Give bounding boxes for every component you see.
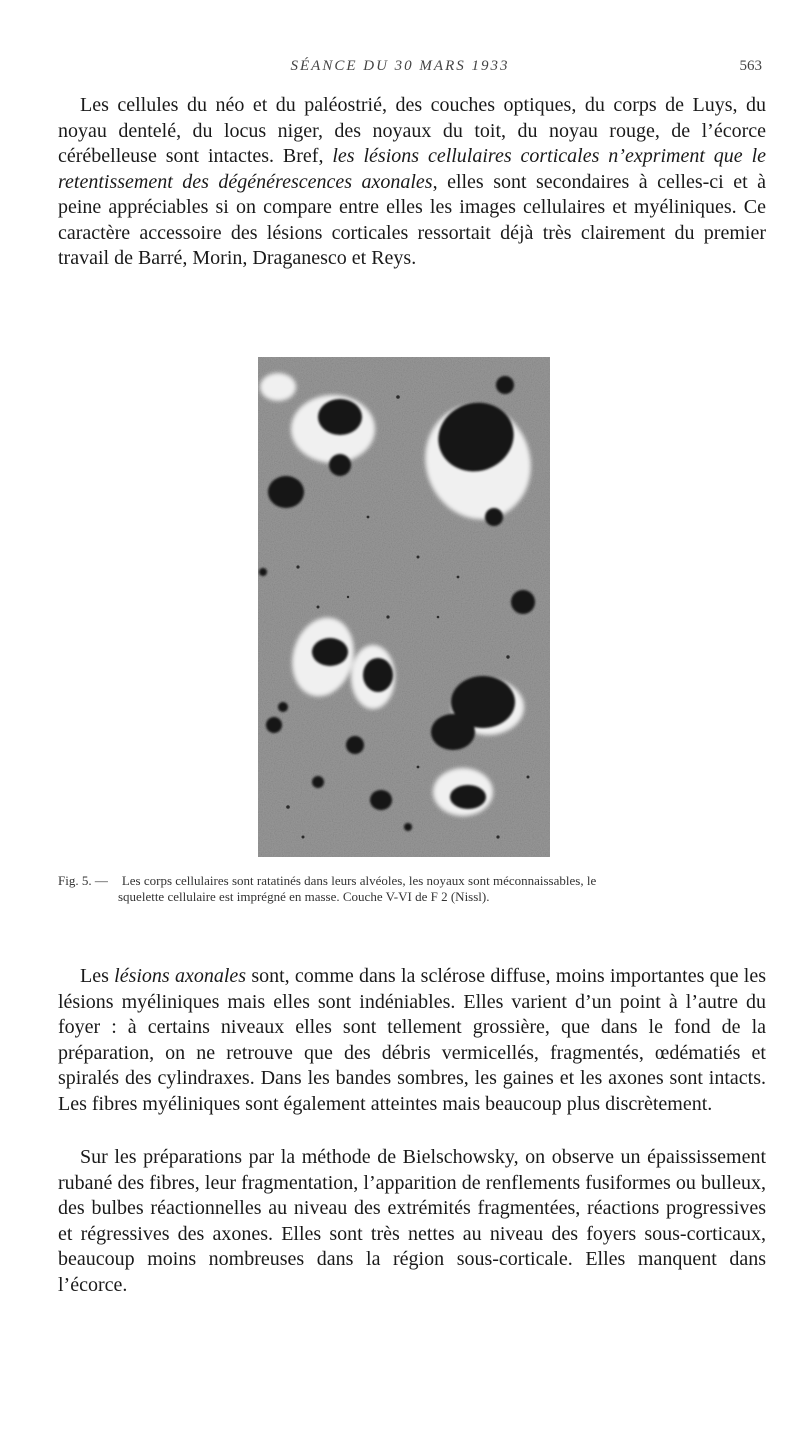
paragraph-2-text-a: Les xyxy=(80,965,115,987)
micrograph-image xyxy=(258,357,550,857)
figure-caption xyxy=(58,873,766,905)
micrograph-figure xyxy=(258,357,550,857)
paragraph-2-italic: lésions axonales xyxy=(114,965,247,987)
figure-caption-line-1: Les corps cellulaires sont ratatinés dans leurs alvéoles, les noyaux sont méconnaissables, le xyxy=(121,873,597,888)
running-head xyxy=(0,58,800,82)
paragraph-2 xyxy=(58,964,766,1117)
page-number: 563 xyxy=(739,58,762,74)
paragraph-1 xyxy=(58,93,766,272)
figure-caption-line-2: squelette cellulaire est imprégné en masse. Couche V-VI de F 2 (Nissl). xyxy=(118,889,490,904)
paragraph-1-text-a: Les cellules du néo et du paléostrié, des couches optiques, du corps de Luys, du noyau dentelé, du locus niger, des noyaux du toit, du noyau rouge, de l’écorce cérébelleuse sont intactes. Bref, xyxy=(58,94,766,167)
paragraph-1-italic: les lésions cellulaires corticales n’expriment que le retentissement des dégénérescences axonales xyxy=(58,145,767,193)
paragraph-2-text-b: sont, comme dans la sclérose diffuse, moins importantes que les lésions myéliniques mais elles sont indéniables. Elles varient d’un point à l’autre du foyer : à certains niveaux elles sont tellement grossière, que dans le fond de la préparation, on ne retrouve que des débris vermicellés, fragmentés, œdématiés et spiralés des cylindraxes. Dans les bandes sombres, les gaines et les axones sont intacts. Les fibres myéliniques sont également atteintes mais beaucoup plus discrètement. xyxy=(58,965,766,1115)
running-title: SÉANCE DU 30 MARS 1933 xyxy=(290,58,510,74)
paragraph-3: Sur les préparations par la méthode de Bielschowsky, on observe un épaississement rubané des fibres, leur fragmentation, l’apparition de renflements fusiformes ou bulleux, des bulbes réactionnelles au niveau des extrémités fragmentées, réactions progressives et régressives des axones. Elles sont très nettes au niveau des foyers sous-corticaux, beaucoup moins nombreuses dans la région sous-corticale. Elles manquent dans l’écorce. xyxy=(58,1146,766,1296)
paragraph-1-text-b: , elles sont secondaires à celles-ci et à peine appréciables si on compare entre elles les images cellulaires et myéliniques. Ce caractère accessoire des lésions corticales ressortait déjà très clairement du premier travail de Barré, Morin, Draganesco et Reys. xyxy=(58,170,766,269)
figure-label: Fig. 5. — xyxy=(58,873,108,888)
